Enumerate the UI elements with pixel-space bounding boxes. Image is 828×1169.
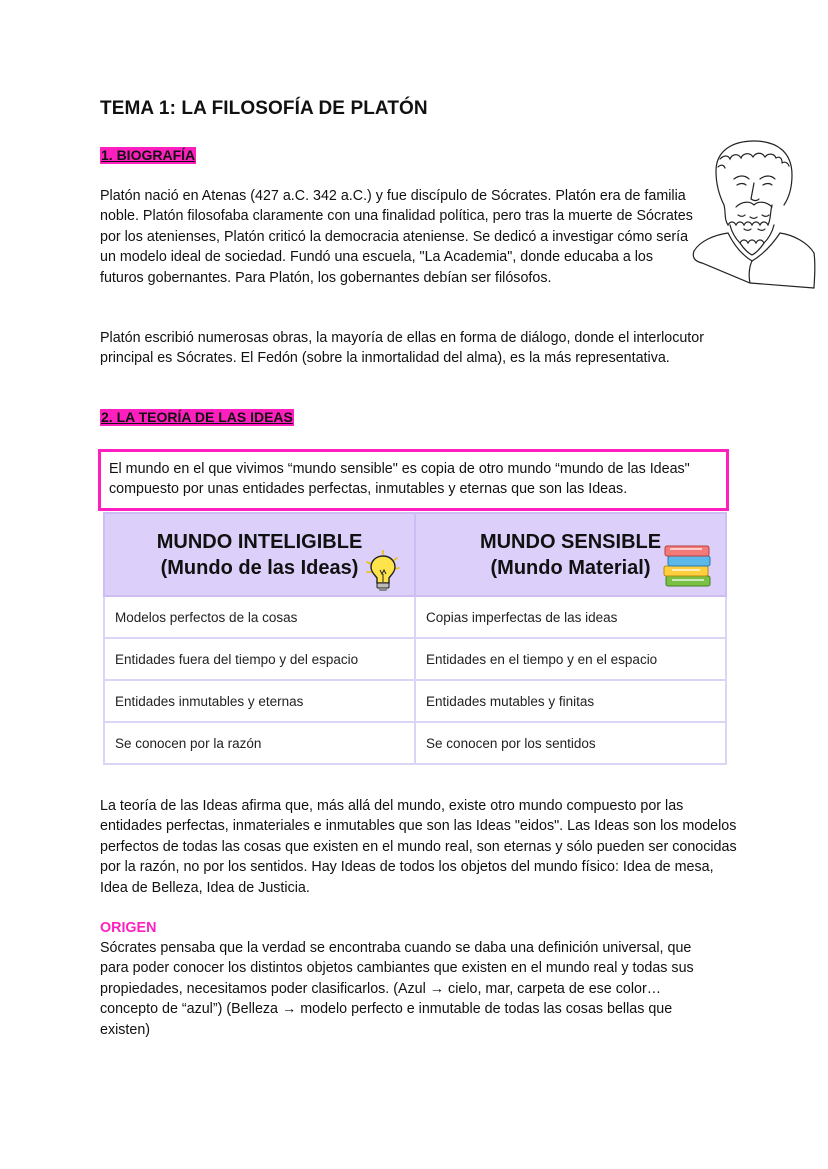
theory-paragraph: La teoría de las Ideas afirma que, más allá del mundo, existe otro mundo compuesto por las entidades perfectas, inmateriales e inmutables que son las Ideas "eidos". Las Ideas son los modelos perfectos de todas las cosas que existen en el mundo real, son eternas y sólo pueden ser conocidas por la razón, no por los sentidos. Hay Ideas de todos los objetos del mundo físico: Idea de mesa, Idea de Belleza, Idea de Justicia.: [100, 798, 737, 896]
header-title: MUNDO SENSIBLE: [479, 530, 662, 553]
table-cell: Entidades fuera del tiempo y del espacio: [104, 638, 415, 680]
table-cell: Copias imperfectas de las ideas: [415, 596, 726, 638]
header-mundo-sensible: [415, 513, 726, 596]
origen-heading: ORIGEN: [100, 920, 157, 936]
table-cell: Entidades en el tiempo y en el espacio: [415, 638, 726, 680]
books-icon: [662, 544, 714, 590]
section-heading-biografia: 1. BIOGRAFÍA: [101, 147, 196, 163]
table-cell: Se conocen por la razón: [104, 722, 415, 764]
table-row: [104, 722, 726, 764]
table-row: [104, 680, 726, 722]
table-row: [104, 638, 726, 680]
page-title: TEMA 1: LA FILOSOFÍA DE PLATÓN: [100, 98, 428, 119]
header-subtitle: (Mundo de las Ideas): [160, 556, 359, 579]
plato-bust-icon: [690, 133, 820, 298]
table-cell: Modelos perfectos de la cosas: [104, 596, 415, 638]
table-row: [104, 596, 726, 638]
header-mundo-inteligible: [104, 513, 415, 596]
origen-paragraph: Sócrates pensaba que la verdad se encontraba cuando se daba una definición universal, que para poder conocer los distintos objetos cambiantes que existen en el mundo real y todas sus propiedades, necesitamos poder clasificarlos. (Azul → cielo, mar, carpeta de ese color… concepto de “azul”) (Belleza → modelo perfecto e inmutable de todas las cosas bellas que existen): [100, 940, 694, 1038]
header-title: MUNDO INTELIGIBLE: [156, 530, 363, 553]
definition-callout: El mundo en el que vivimos “mundo sensible" es copia de otro mundo “mundo de las Ideas" compuesto por unas entidades perfectas, inmutables y eternas que son las Ideas.: [98, 449, 729, 511]
table-cell: Entidades mutables y finitas: [415, 680, 726, 722]
table-header-row: [104, 513, 726, 596]
table-cell: Se conocen por los sentidos: [415, 722, 726, 764]
table-cell: Entidades inmutables y eternas: [104, 680, 415, 722]
section-heading-teoria: 2. LA TEORÍA DE LAS IDEAS: [101, 409, 293, 425]
biography-paragraph-1: Platón nació en Atenas (427 a.C. 342 a.C.) y fue discípulo de Sócrates. Platón era de familia noble. Platón filosofaba claramente con una finalidad política, pero tras la muerte de Sócrates por los atenienses, Platón criticó la democracia ateniense. Se dedicó a investigar cómo sería un modelo ideal de sociedad. Fundó una escuela, "La Academia", donde educaba a los futuros gobernantes. Para Platón, los gobernantes debían ser filósofos.: [100, 188, 693, 286]
worlds-table: [103, 512, 727, 765]
lightbulb-icon: [363, 550, 403, 592]
biography-paragraph-2: Platón escribió numerosas obras, la mayoría de ellas en forma de diálogo, donde el interlocutor principal es Sócrates. El Fedón (sobre la inmortalidad del alma), es la más representativa.: [100, 330, 704, 367]
header-subtitle: (Mundo Material): [490, 556, 651, 579]
